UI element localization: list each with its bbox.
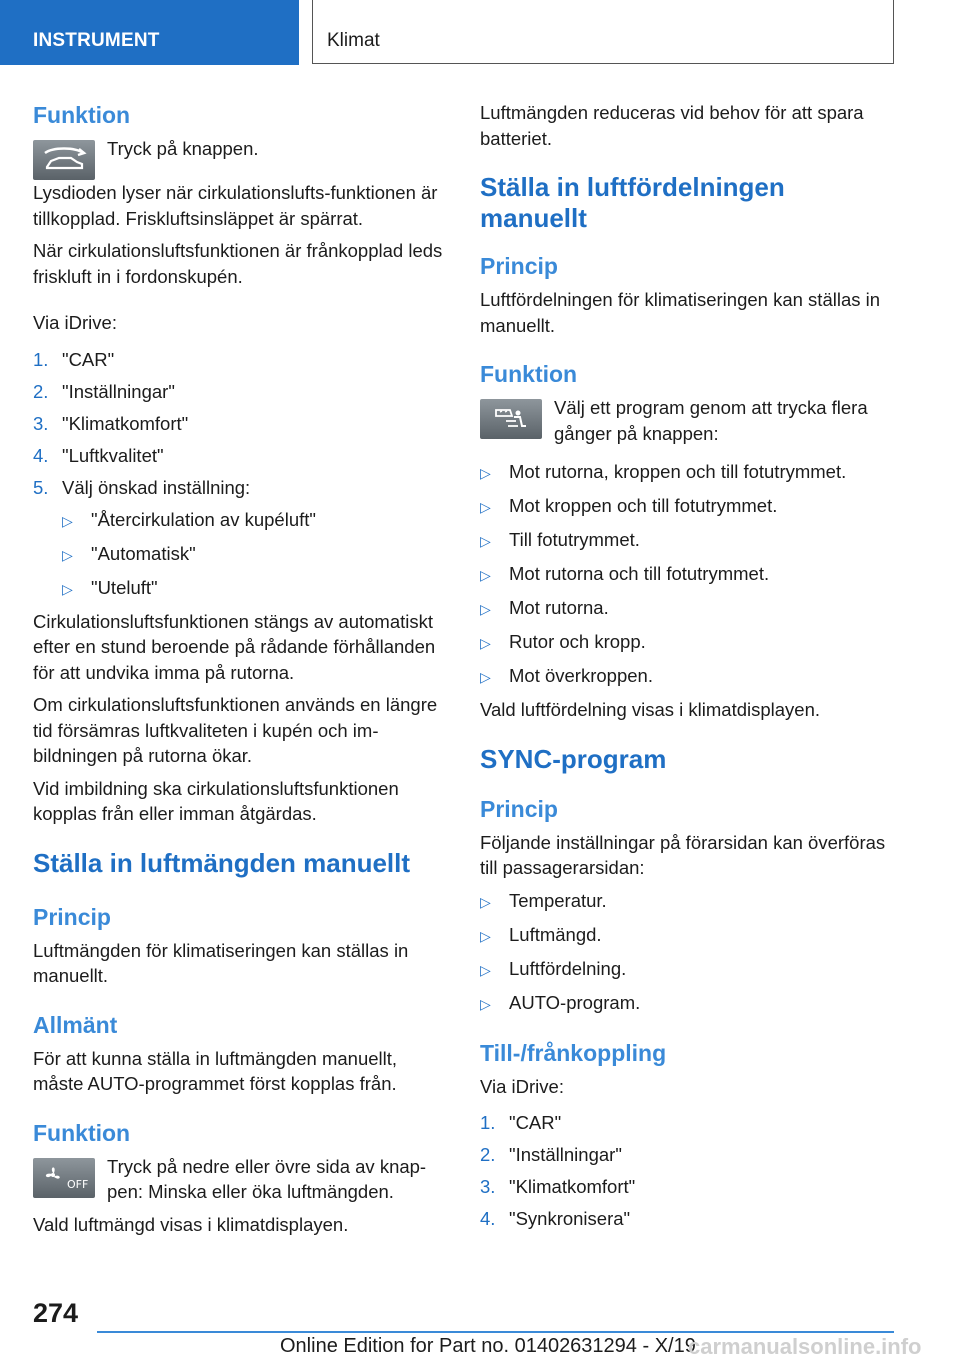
triangle-bullet-icon: ▷: [480, 465, 491, 481]
list-item: ▷ Mot rutorna och till fotutrymmet.: [480, 561, 895, 589]
triangle-bullet-icon: ▷: [480, 499, 491, 515]
paragraph: Vald luftmängd visas i klimatdisplayen.: [33, 1213, 349, 1235]
heading-princip: Princip: [480, 253, 558, 279]
heading-princip: Princip: [480, 795, 558, 822]
distribution-instruction: [480, 395, 895, 453]
section-tab: [0, 0, 299, 65]
list-item: ▷ "Återcirkulation av kupéluft": [62, 507, 448, 535]
instruction-text: Tryck på nedre eller övre sida av knap-pen: Minska eller öka luftmängden.: [107, 1155, 427, 1202]
steps-list: [33, 347, 448, 501]
triangle-bullet-icon: ▷: [480, 669, 491, 685]
paragraph: Cirkulationsluftsfunktionen stängs av automatiskt efter en stund beroende på rådande förhållanden för att undvika imma på rutorna.: [33, 610, 436, 683]
list-item: ▷ Till fotutrymmet.: [480, 527, 895, 555]
recirculation-instruction: [33, 136, 448, 180]
list-item: 1. "CAR": [33, 348, 115, 370]
heading-sync: SYNC-program: [480, 743, 667, 774]
list-item: 4. "Luftkvalitet": [33, 444, 164, 466]
sync-list: [480, 888, 895, 1018]
paragraph: Luftfördelningen för klimatiseringen kan ställas in manuellt.: [480, 289, 881, 336]
list-item: 3. "Klimatkomfort": [480, 1176, 636, 1197]
heading-funktion: Funktion: [33, 1119, 131, 1146]
list-item: 2. "Inställningar": [480, 1144, 622, 1165]
paragraph: Luftmängden för klimatiseringen kan ställas in manuellt.: [33, 939, 409, 986]
list-item: ▷ Mot kroppen och till fotutrymmet.: [480, 493, 895, 521]
steps-list: [480, 1110, 895, 1232]
paragraph: Via iDrive:: [33, 312, 117, 333]
chapter-title: Klimat: [327, 30, 380, 51]
triangle-bullet-icon: ▷: [62, 580, 73, 597]
heading-luftmangd: Ställa in luftmängden manuellt: [33, 847, 411, 878]
list-item: ▷ Rutor och kropp.: [480, 629, 895, 657]
paragraph: Om cirkulationsluftsfunktionen används en längre tid försämras luftkvaliteten i kupén och im-bildningen på rutorna ökar.: [33, 694, 438, 766]
list-item: ▷ Luftfördelning.: [480, 956, 895, 984]
edition-text: Online Edition for Part no. 01402631294 - X/19: [280, 1335, 696, 1357]
paragraph: Följande inställningar på förarsidan kan överföras till passagerarsidan:: [480, 831, 886, 878]
paragraph: För att kunna ställa in luftmängden manuellt, måste AUTO-programmet först kopplas från.: [33, 1047, 398, 1094]
list-item: ▷ AUTO-program.: [480, 990, 895, 1018]
paragraph: När cirkulationsluftsfunktionen är frånkopplad leds friskluft in i fordonskupén.: [33, 240, 443, 287]
list-item: ▷ "Automatisk": [62, 541, 448, 569]
instruction-text: Tryck på knappen.: [107, 138, 259, 159]
recirculation-button-icon: [33, 140, 95, 180]
fan-instruction: [33, 1154, 448, 1212]
right-column: [480, 100, 895, 1238]
air-distribution-button-icon: [480, 399, 542, 439]
heading-allmant: Allmänt: [33, 1011, 118, 1038]
triangle-bullet-icon: ▷: [480, 601, 491, 617]
list-item: ▷ Mot överkroppen.: [480, 663, 895, 691]
paragraph: Luftmängden reduceras vid behov för att spara batteriet.: [480, 102, 864, 149]
fan-off-label: OFF: [67, 1177, 89, 1191]
list-item: ▷ "Uteluft": [62, 575, 448, 603]
paragraph: Vid imbildning ska cirkulationsluftsfunktionen kopplas från eller imman åtgärdas.: [33, 777, 399, 824]
watermark: carmanualsonline.info: [688, 1334, 922, 1359]
list-item: 2. "Inställningar": [33, 380, 175, 402]
heading-funktion: Funktion: [33, 102, 131, 128]
list-item: ▷ Mot rutorna, kroppen och till fotutrymmet.: [480, 459, 895, 487]
footer-divider: [97, 1331, 894, 1333]
substeps-list: [62, 507, 448, 603]
paragraph: Vald luftfördelning visas i klimatdisplayen.: [480, 699, 821, 720]
heading-princip: Princip: [33, 903, 111, 930]
heading-luftfordelning: Ställa in luftfördelningen manuellt: [480, 172, 785, 233]
left-column: [33, 100, 448, 1244]
triangle-bullet-icon: ▷: [62, 546, 73, 563]
triangle-bullet-icon: ▷: [480, 567, 491, 583]
paragraph: Lysdioden lyser när cirkulationslufts-funktionen är tillkopplad. Friskluftsinsläppet är spärrat.: [33, 182, 438, 229]
list-item: 4. "Synkronisera": [480, 1208, 631, 1229]
heading-funktion: Funktion: [480, 361, 578, 387]
triangle-bullet-icon: ▷: [480, 927, 491, 944]
paragraph: Via iDrive:: [480, 1075, 564, 1097]
chapter-tab: [312, 0, 894, 64]
list-item: 5. Välj önskad inställning:: [33, 476, 251, 498]
list-item: 1. "CAR": [480, 1112, 562, 1133]
triangle-bullet-icon: ▷: [480, 961, 491, 978]
list-item: ▷ Mot rutorna.: [480, 595, 895, 623]
triangle-bullet-icon: ▷: [62, 512, 73, 529]
triangle-bullet-icon: ▷: [480, 635, 491, 651]
triangle-bullet-icon: ▷: [480, 995, 491, 1012]
heading-till-frankoppling: Till-/frånkoppling: [480, 1039, 667, 1066]
list-item: 3. "Klimatkomfort": [33, 412, 189, 434]
list-item: ▷ Luftmängd.: [480, 922, 895, 950]
distribution-list: [480, 459, 895, 691]
instruction-text: Välj ett program genom att trycka flera gånger på knappen:: [554, 397, 868, 444]
section-title: INSTRUMENT: [33, 30, 160, 51]
fan-button-icon: [33, 1158, 95, 1198]
page-number: 274: [33, 1298, 79, 1328]
list-item: ▷ Temperatur.: [480, 888, 895, 916]
triangle-bullet-icon: ▷: [480, 533, 491, 549]
triangle-bullet-icon: ▷: [480, 893, 491, 910]
